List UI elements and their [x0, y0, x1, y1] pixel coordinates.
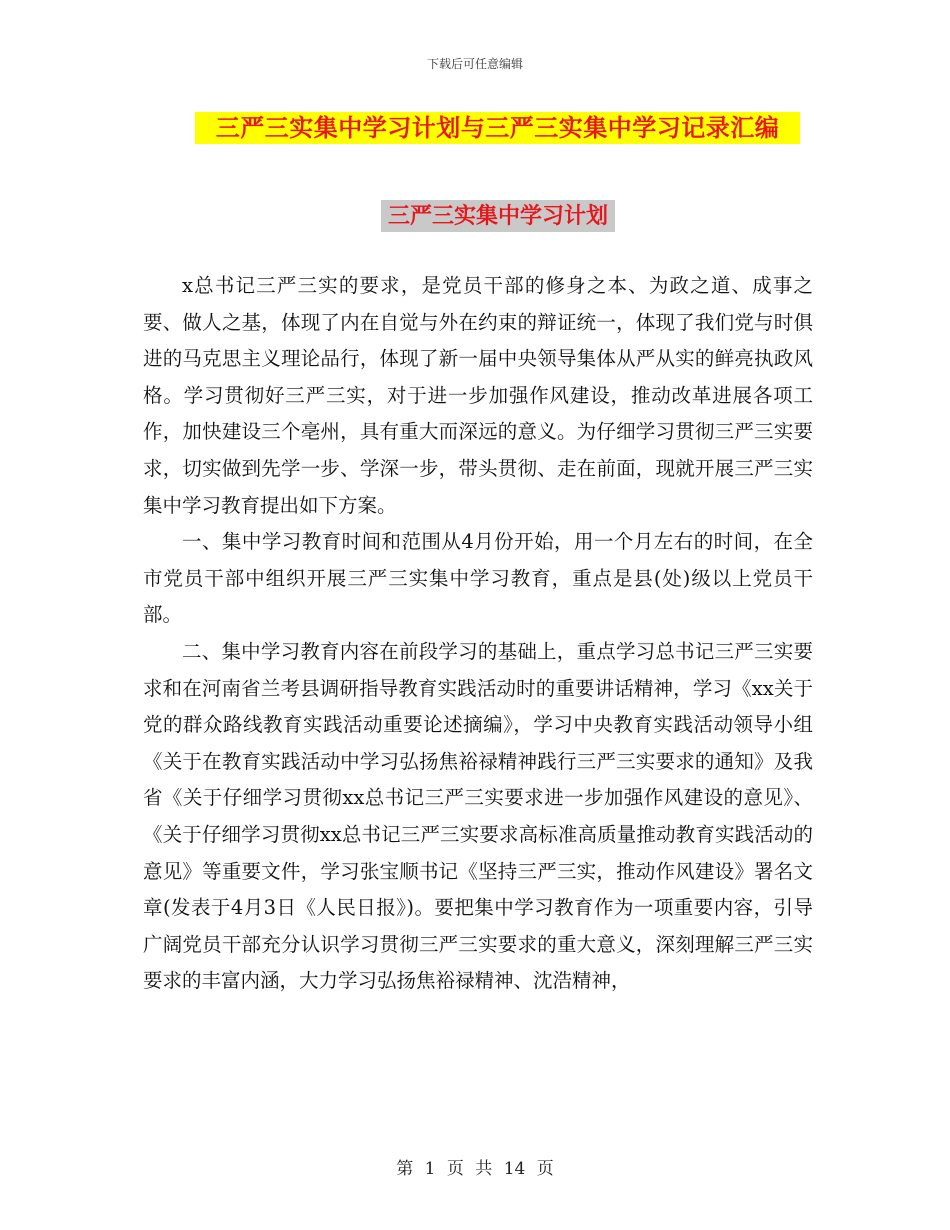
page-footer: 第 1 页 共 14 页 — [396, 1159, 554, 1179]
body-text — [143, 268, 813, 1000]
section-title: 三严三实集中学习计划 — [381, 200, 615, 232]
document-title: 三严三实集中学习计划与三严三实集中学习记录汇编 — [195, 112, 800, 144]
paragraph-intro: x总书记三严三实的要求，是党员干部的修身之本、为政之道、成事之要、做人之基，体现了内在自觉与外在约束的辩证统一，体现了我们党与时俱进的马克思主义理论品行，体现了新一届中央领导集体从严从实的鲜亮执政风格。学习贯彻好三严三实，对于进一步加强作风建设，推动改革进展各项工作，加快建设三个亳州，具有重大而深远的意义。为仔细学习贯彻三严三实要求，切实做到先学一步、学深一步，带头贯彻、走在前面，现就开展三严三实集中学习教育提出如下方案。 — [143, 274, 813, 517]
paragraph-section-1: 一、集中学习教育时间和范围从4月份开始，用一个月左右的时间，在全市党员干部中组织开展三严三实集中学习教育，重点是县(处)级以上党员干部。 — [143, 530, 813, 627]
paragraph-section-2: 二、集中学习教育内容在前段学习的基础上，重点学习总书记三严三实要求和在河南省兰考县调研指导教育实践活动时的重要讲话精神，学习《xx关于党的群众路线教育实践活动重要论述摘编》，学习中央教育实践活动领导小组《关于在教育实践活动中学习弘扬焦裕禄精神践行三严三实要求的通知》及我省《关于仔细学习贯彻xx总书记三严三实要求进一步加强作风建设的意见》、《关于仔细学习贯彻xx总书记三严三实要求高标准高质量推动教育实践活动的意见》等重要文件，学习张宝顺书记《坚持三严三实，推动作风建设》署名文章(发表于4月3日《人民日报》)。要把集中学习教育作为一项重要内容，引导广阔党员干部充分认识学习贯彻三严三实要求的重大意义，深刻理解三严三实要求的丰富内涵，大力学习弘扬焦裕禄精神、沈浩精神， — [143, 639, 813, 993]
header-note: 下载后可任意编辑 — [426, 57, 523, 71]
